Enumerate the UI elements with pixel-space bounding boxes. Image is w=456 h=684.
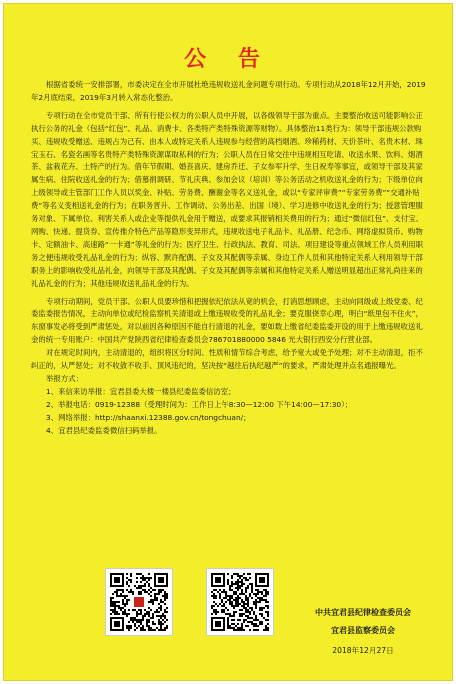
notice-poster xyxy=(3,3,453,681)
paragraph-scope: 专项行动在全市党员干部、所有行使公权力的公职人员中开展，以各级领导干部为重点。主要整治收送可能影响公正执行公务的礼金（包括“红包”、礼品、消费卡、各类特产类特殊资源等财物）。具体整治11类行为：领导干部违规公款购买、违规收受赠送、违规占为己有、由本人或特定关系人违规参与经营的高档烟酒、珍稀药材、天价茶叶、名贵木材、珠宝玉石、名瓷名画等名贵特产类特殊资源谋取私利的行为；公职人员在日常交往中违规相互吃请、收送水果、饮料、烟酒茶、盆栽花卉、土特产的行为。借年节假期、婚丧喜庆、建房乔迁、子女参军升学、生日祝寿等事宜，或领导干部及其家属生病、住院收送礼金的行为；借慕捐调研、节礼庆典、参加会议（培训）等公务活动之机收送礼金的行为；下级单位向上级领导或主管部门工作人员以奖金、补贴、劳务费、酬谢金等名义送礼金，或以“专家评审费”“专家劳务费”“交通补贴费”等名义变相送礼金的行为；在职务晋升、工作调动、公务出差、出国（境）、学习进修中收送礼金的行为；授意管理服务对象、下属单位、利害关系人或企业等提供礼金用于赠送，或要求其报销相关费用的行为；通过“微信红包”、支付宝、网购、快递、提货券、宣传推介特色产品等隐形变异形式，违规收送电子礼品卡、礼品册、纪念币、网络虚拟货币、购物卡、定额油卡、高速路“一卡通”等礼金的行为；医疗卫生、行政执法、教育、司法、项目建设等重点领域工作人员利用职务之便违规收受礼品礼金的行为；纵容、默许配偶、子女及其配偶等亲属、身边工作人员和其他特定关系人利用领导干部职务上的影响收受礼品礼金，向领导干部及其配偶、子女及其配偶等亲属和其他特定关系人赠送明显超出正常礼尚往来的礼品礼金的行为；其他违规收送礼品礼金的行为。 xyxy=(31,110,423,288)
signature-org-1: 中共宜君县纪律检查委员会 xyxy=(315,608,411,617)
qr-code-icon[interactable] xyxy=(207,569,273,635)
paragraph-requirements: 专项行动期间，党员干部、公职人员要珍惜和把握依纪依法从宽的机会，打消思想顾虑，主动向同级或上级党委、纪委监委报告情况，主动向单位或纪检监察机关清退或上缴违规收受的礼品礼金；要克服侥幸心理，明白“纸里包不住火”，东窗事发必将受到严肃惩处。对以前因各种原因不能自行清退的礼金，要如数上缴省纪委监委开设的用于上缴违规收送礼金的统一专用账户：中国共产党陕西省纪律检查委员会786701880000 5846 光大银行西安分行营业部。 xyxy=(31,296,423,345)
qr-code-icon xyxy=(110,573,168,631)
signature-block xyxy=(294,607,432,657)
signature-date: 2018年12月27日 xyxy=(332,646,394,655)
qr-code-icon xyxy=(211,573,269,631)
page-title: 公 告 xyxy=(184,46,272,72)
report-item-link[interactable]: 3、网络举报：http://shaanxi.12388.gov.cn/tongchuan/； xyxy=(46,412,251,422)
report-heading: 举报方式： xyxy=(46,373,83,383)
report-item: 2、举报电话：0919-12388（受理时间为：工作日上午8:30—12:00 下午14:00—17:30）； xyxy=(46,399,353,409)
qr-code-icon[interactable] xyxy=(106,569,172,635)
paragraph-intro: 根据省委统一安排部署，市委决定在全市开展杜绝违规收送礼金问题专项行动。专项行动从2018年12月开始，2019年2月底结束，2019年3月转入常态化整治。 xyxy=(31,80,426,102)
report-item: 4、宜君县纪委监委微信扫码举报。 xyxy=(46,425,162,435)
footer xyxy=(3,569,453,669)
report-item: 1、来信来访举报：宜君县委大楼一楼县纪委监委信访室； xyxy=(46,386,236,396)
notice-body xyxy=(31,79,428,437)
signature-org-2: 宜君县监察委员会 xyxy=(331,626,395,635)
paragraph-handling: 对在规定时间内，主动清退的，组织将区分时间、性质和情节综合考虑，给予宽大或免予处理；对不主动清退，拒不纠正的，从严惩处；对不收敛不收手、顶风违纪的，坚决按“越往后执纪越严”的要求，严肃处理并点名通报曝光。 xyxy=(31,348,423,371)
